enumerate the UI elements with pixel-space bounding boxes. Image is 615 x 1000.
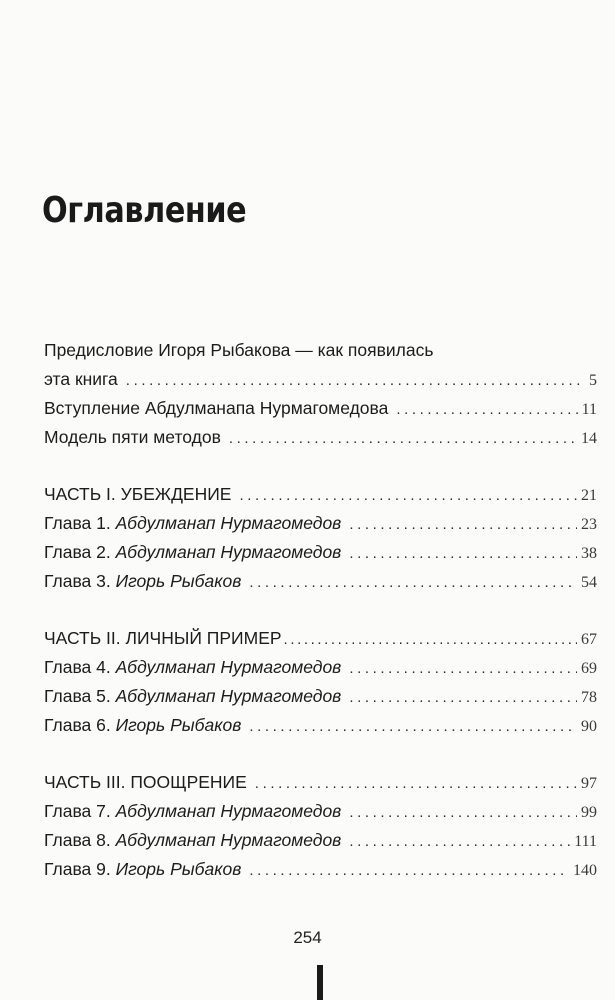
table-of-contents	[44, 336, 597, 884]
chapter-author: Абдулманап Нурмагомедов	[115, 513, 342, 533]
dot-leader	[349, 798, 577, 827]
chapter-author: Абдулманап Нурмагомедов	[115, 830, 342, 850]
dot-leader	[255, 769, 577, 798]
toc-page-number: 54	[581, 574, 597, 591]
chapter-number: Глава 7.	[44, 801, 111, 821]
toc-chapter-title	[44, 855, 241, 884]
page-number: 254	[293, 928, 322, 947]
dot-leader	[349, 510, 577, 539]
toc-chapter-6[interactable]	[44, 711, 597, 740]
toc-page-number: 23	[581, 516, 597, 533]
chapter-number: Глава 5.	[44, 686, 111, 706]
toc-page-number: 140	[573, 862, 597, 879]
toc-chapter-9[interactable]	[44, 855, 597, 884]
toc-page-number: 111	[574, 833, 597, 850]
toc-chapter-8[interactable]	[44, 826, 597, 855]
toc-chapter-title	[44, 567, 241, 596]
toc-chapter-title	[44, 509, 341, 538]
chapter-author: Абдулманап Нурмагомедов	[115, 801, 342, 821]
toc-chapter-title	[44, 797, 341, 826]
chapter-author: Абдулманап Нурмагомедов	[115, 657, 342, 677]
toc-entry-title: Предисловие Игоря Рыбакова — как появилась	[44, 340, 434, 360]
dot-leader	[396, 395, 577, 424]
toc-page-number: 67	[581, 631, 597, 648]
toc-chapter-title	[44, 826, 341, 855]
toc-chapter-2[interactable]	[44, 538, 597, 567]
toc-chapter-title	[44, 711, 241, 740]
chapter-number: Глава 6.	[44, 715, 111, 735]
toc-part-title: ЧАСТЬ III. ПООЩРЕНИЕ	[44, 772, 247, 792]
toc-page-number: 69	[581, 660, 597, 677]
dot-leader	[249, 712, 577, 741]
toc-page-number: 78	[581, 689, 597, 706]
toc-chapter-title	[44, 682, 341, 711]
toc-chapter-3[interactable]	[44, 567, 597, 596]
toc-page-number: 21	[581, 487, 597, 504]
dot-leader	[349, 827, 570, 856]
toc-page-number: 90	[581, 718, 597, 735]
dot-leader	[349, 683, 577, 712]
page-title: Оглавление	[42, 190, 247, 231]
toc-part-title: ЧАСТЬ I. УБЕЖДЕНИЕ	[44, 484, 232, 504]
toc-chapter-5[interactable]	[44, 682, 597, 711]
toc-chapter-7[interactable]	[44, 797, 597, 826]
toc-entry-introduction[interactable]	[44, 394, 597, 423]
dot-leader	[249, 568, 577, 597]
chapter-author: Игорь Рыбаков	[115, 859, 242, 879]
toc-entry-preface[interactable]	[44, 365, 597, 394]
dot-leader	[249, 856, 569, 885]
chapter-author: Абдулманап Нурмагомедов	[115, 542, 342, 562]
toc-page-number: 14	[581, 430, 597, 447]
chapter-author: Игорь Рыбаков	[115, 715, 242, 735]
chapter-author: Абдулманап Нурмагомедов	[115, 686, 342, 706]
dot-leader	[126, 366, 585, 395]
toc-page-number: 99	[581, 804, 597, 821]
toc-entry-title: эта книга	[44, 369, 118, 389]
toc-part-3[interactable]	[44, 768, 597, 797]
toc-part-title: ЧАСТЬ II. ЛИЧНЫЙ ПРИМЕР	[44, 628, 282, 648]
toc-entry-model[interactable]	[44, 423, 597, 452]
chapter-number: Глава 3.	[44, 571, 111, 591]
chapter-number: Глава 1.	[44, 513, 111, 533]
toc-part-1[interactable]	[44, 480, 597, 509]
toc-entry-preface-line1[interactable]	[44, 336, 597, 365]
dot-leader	[229, 424, 577, 453]
chapter-author: Игорь Рыбаков	[115, 571, 242, 591]
toc-chapter-4[interactable]	[44, 653, 597, 682]
toc-part-2[interactable]	[44, 624, 597, 653]
chapter-number: Глава 8.	[44, 830, 111, 850]
toc-chapter-title	[44, 538, 341, 567]
toc-entry-title: Вступление Абдулманапа Нурмагомедова	[44, 398, 389, 418]
toc-page-number: 11	[581, 401, 597, 418]
chapter-number: Глава 2.	[44, 542, 111, 562]
toc-chapter-title	[44, 653, 341, 682]
toc-page-number: 97	[581, 775, 597, 792]
toc-page-number: 38	[581, 545, 597, 562]
page-edge-mark	[317, 965, 323, 1000]
chapter-number: Глава 4.	[44, 657, 111, 677]
toc-chapter-1[interactable]	[44, 509, 597, 538]
dot-leader	[284, 625, 577, 654]
chapter-number: Глава 9.	[44, 859, 111, 879]
dot-leader	[239, 481, 577, 510]
toc-page-number: 5	[589, 372, 597, 389]
dot-leader	[349, 539, 577, 568]
dot-leader	[349, 654, 577, 683]
toc-entry-title: Модель пяти методов	[44, 427, 221, 447]
